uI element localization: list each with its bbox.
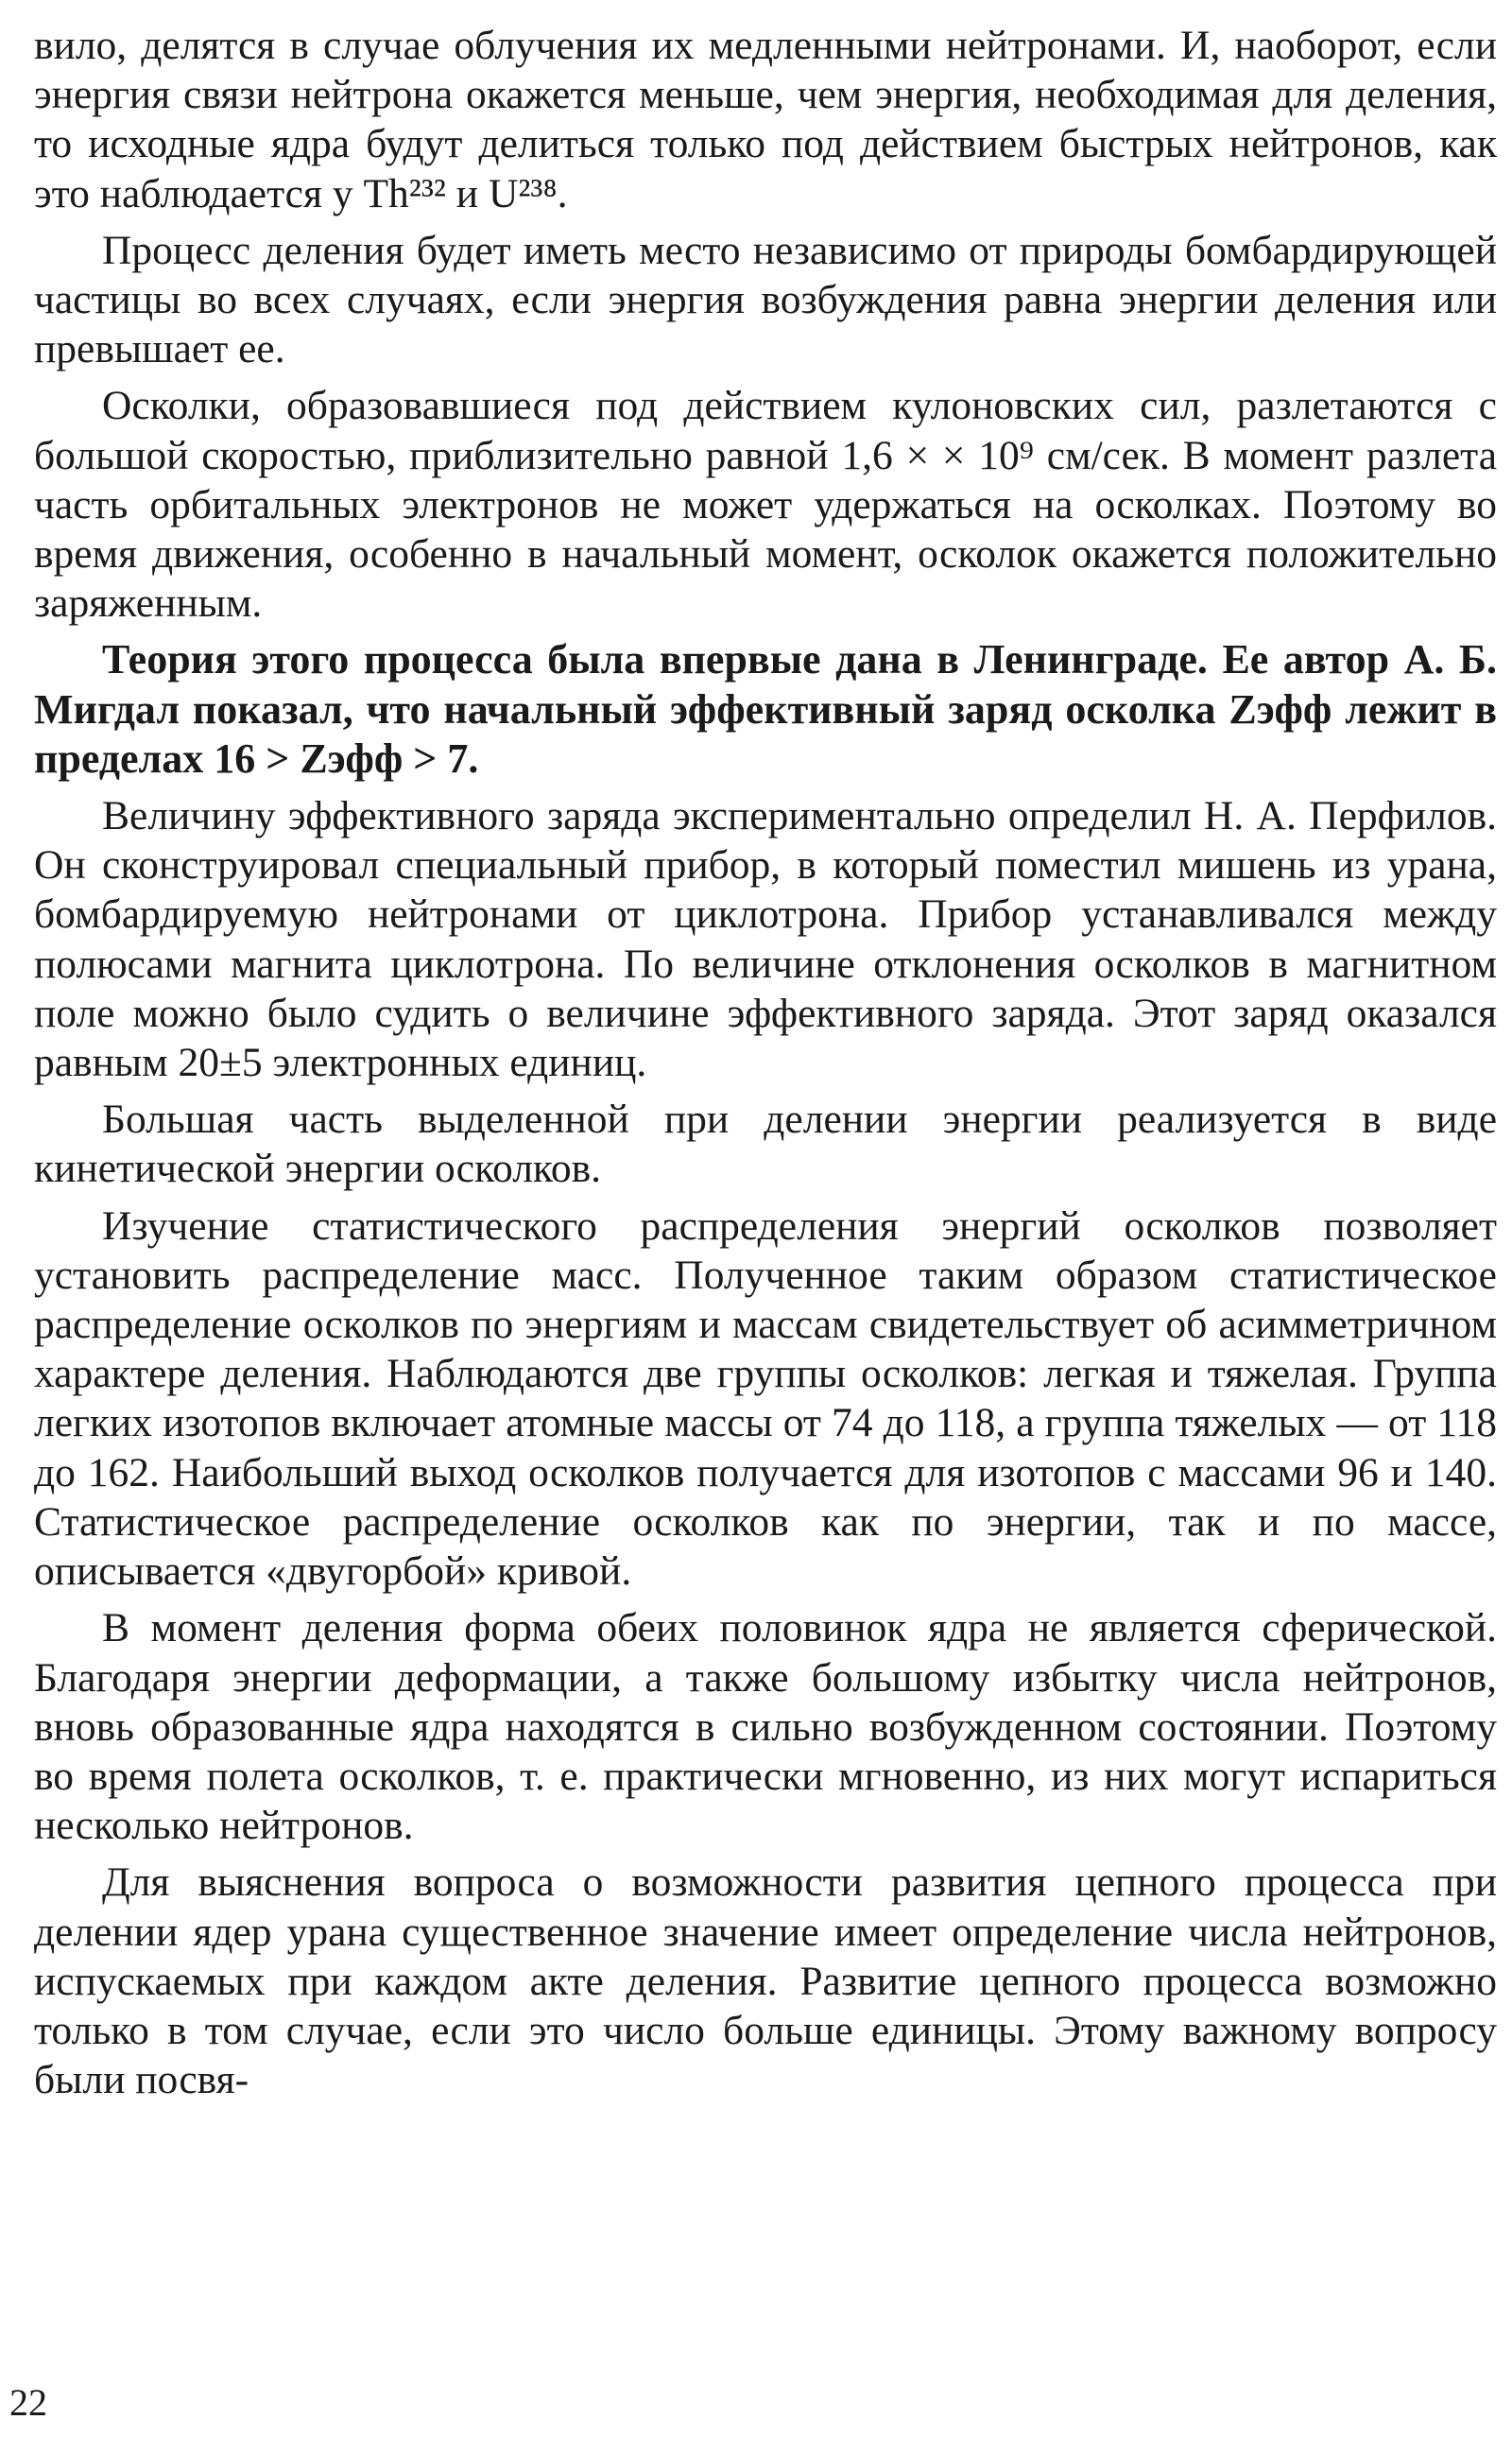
paragraph-5-perfilov-experiment: Величину эффективного заряда экспериментально определил Н. А. Перфилов. Он сконструировал специальный прибор, в который поместил мишень из урана, бомбардируемую нейтронами от циклотрона. Прибор устанавливался между полюсами магнита циклотрона. По величине отклонения осколков в магнитном поле можно было судить о величине эффективного заряда. Этот заряд оказался равным 20±5 электронных единиц. [34, 793, 1497, 1086]
paragraph-3-fragment-speed: Осколки, образовавшиеся под действием кулоновских сил, разлетаются с большой скоростью, приблизительно равной 1,6 × × 10⁹ см/сек. В момент разлета часть орбитальных электронов не может удержаться на осколках. Поэтому во время движения, особенно в начальный момент, осколок окажется положительно заряженным. [34, 383, 1497, 627]
paragraph-9-chain-reaction: Для выяснения вопроса о возможности развития цепного процесса при делении ядер урана существенное значение имеет определение числа нейтронов, испускаемых при каждом акте деления. Развитие цепного процесса возможно только в том случае, если это число больше единицы. Этому важному вопросу были посвя- [34, 1859, 1497, 2103]
paragraph-8-deformation: В момент деления форма обеих половинок ядра не является сферической. Благодаря энергии деформации, а также большому избытку числа нейтронов, вновь образованные ядра находятся в сильно возбужденном состоянии. Поэтому во время полета осколков, т. е. практически мгновенно, из них могут испариться несколько нейтронов. [34, 1605, 1497, 1849]
paragraph-6-kinetic-energy: Большая часть выделенной при делении энергии реализуется в виде кинетической энергии осколков. [34, 1097, 1497, 1192]
paragraph-4-migdal-theory: Теория этого процесса была впервые дана в Ленинграде. Ее автор А. Б. Мигдал показал, что начальный эффективный заряд осколка Zэфф лежит в пределах 16 > Zэфф > 7. [34, 636, 1497, 782]
paragraph-7-mass-distribution: Изучение статистического распределения энергий осколков позволяет установить распределение масс. Полученное таким образом статистическое распределение осколков по энергиям и массам свидетельствует об асимметричном характере деления. Наблюдаются две группы осколков: легкая и тяжелая. Группа легких изотопов включает атомные массы от 74 до 118, а группа тяжелых — от 118 до 162. Наибольший выход осколков получается для изотопов с массами 96 и 140. Статистическое распределение осколков как по энергии, так и по массе, описывается «двугорбой» кривой. [34, 1202, 1497, 1595]
paragraph-2-excitation-energy: Процесс деления будет иметь место независимо от природы бомбардирующей частицы во всех случаях, если энергия возбуждения равна энергии деления или превышает ее. [34, 227, 1497, 372]
page-number: 22 [9, 2381, 47, 2424]
paragraph-1-fission-neutrons: вило, делятся в случае облучения их медленными нейтронами. И, наоборот, если энергия связи нейтрона окажется меньше, чем энергия, необходимая для деления, то исходные ядра будут делиться только под действием быстрых нейтронов, как это наблюдается у Th²³² и U²³⁸. [34, 23, 1497, 216]
body-text [34, 21, 1497, 2112]
